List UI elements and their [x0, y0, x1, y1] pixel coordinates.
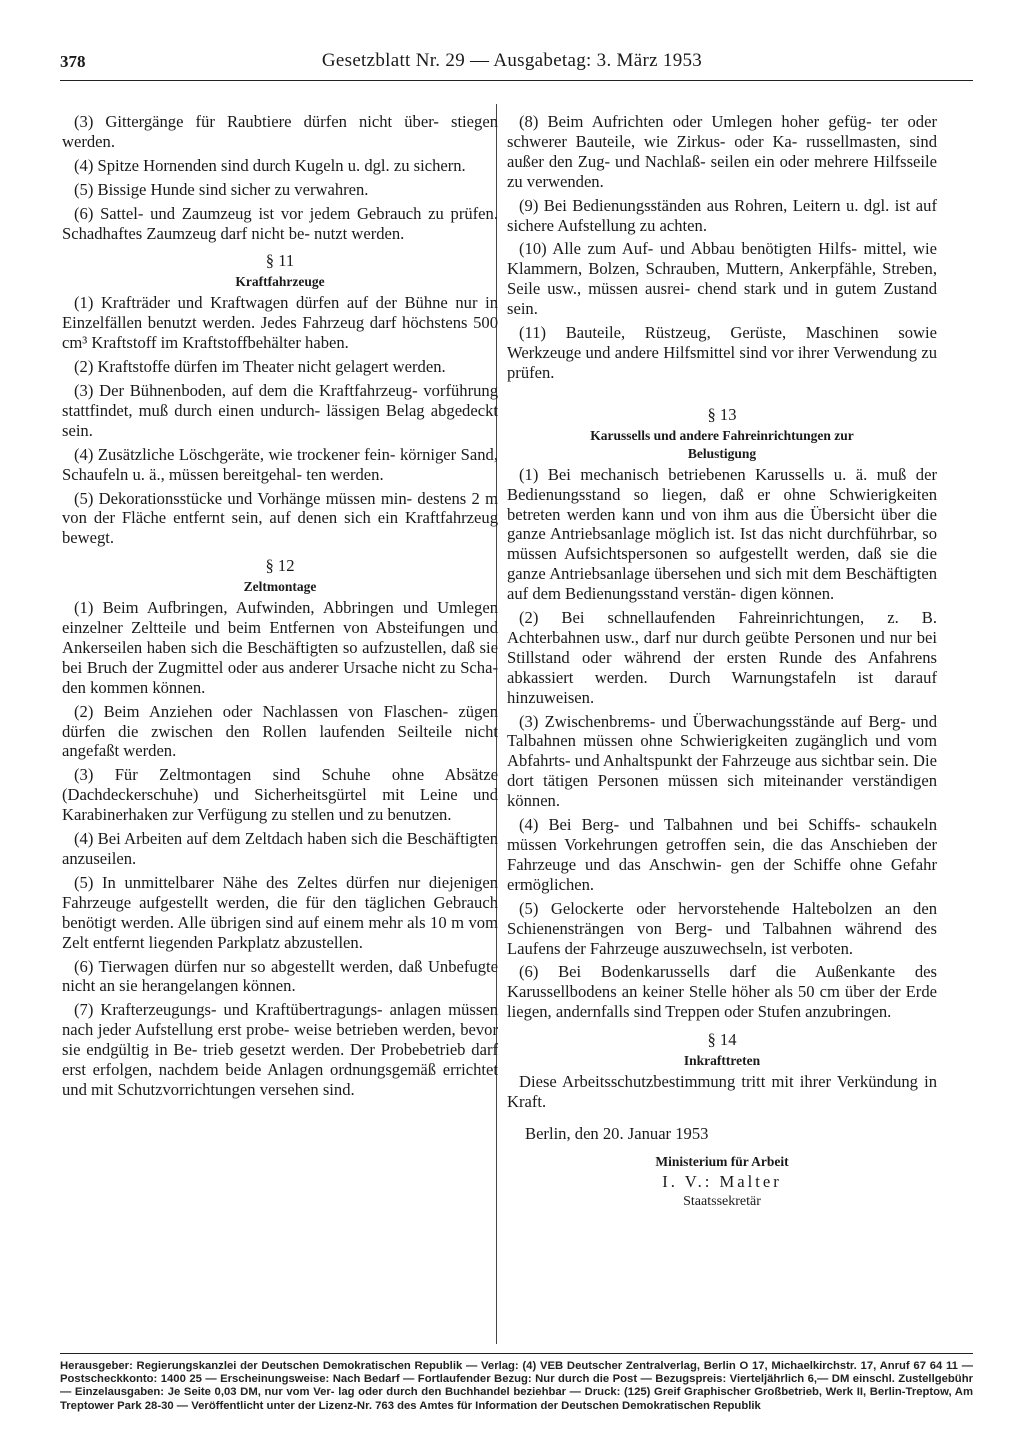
paragraph: (2) Beim Anziehen oder Nachlassen von Flaschen- zügen dürfen die zwischen den Rollen laufenden Seilteile nicht angefaßt werden. [62, 701, 498, 761]
section-number: § 13 [707, 404, 737, 424]
paragraph: (5) Gelockerte oder hervorstehende Haltebolzen an den Schienensträngen von Berg- und Talbahnen während des Laufens der Fahrzeuge auszuwechseln, ist verboten. [507, 898, 937, 958]
right-column [507, 112, 937, 1212]
paragraph: (2) Bei schnellaufenden Fahreinrichtungen, z. B. Achterbahnen usw., darf nur durch geübte Personen und nur bei Stillstand oder während der ersten Runde des Anfahrens abkassiert werden. Durch Warnungstafeln ist darauf hinzuweisen. [507, 608, 937, 707]
paragraph: (3) Für Zeltmontagen sind Schuhe ohne Absätze (Dachdeckerschuhe) und Sicherheitsgürtel mit Leine und Karabinerhaken zur Verfügung zu stellen und zu benutzen. [62, 765, 498, 825]
signature-ministry: Ministerium für Arbeit [655, 1153, 789, 1169]
section-title-continued: Belustigung [687, 445, 757, 461]
paragraph: (7) Krafterzeugungs- und Kraftübertragungs- anlagen müssen nach jeder Aufstellung erst probe- weise betrieben werden, bevor sie endgültig in Be- trieb gesetzt werden. Der Probebetrieb darf erst erfolgen, nachdem beide Anlagen ordnungsgemäß errichtet und mit Schutzvorrichtungen versehen sind. [62, 1000, 498, 1099]
paragraph: (1) Bei mechanisch betriebenen Karussells u. ä. muß der Bedienungsstand so liegen, daß er ohne Schwierigkeiten betreten werden kann und von ihm aus die Übersicht über die ganze Antriebsanlage möglich ist. Ist das nicht durchführbar, so müssen Aufsichtspersonen so aufgestellt werden, daß sie die ganze Antriebsanlage übersehen und sich mit dem Beschäftigten auf dem Bedienungsstand verstän- digen können. [507, 464, 937, 604]
paragraph: (3) Der Bühnenboden, auf dem die Kraftfahrzeug- vorführung stattfindet, muß durch einen undurch- lässigen Belag abgedeckt sein. [62, 380, 498, 440]
paragraph: (5) Bissige Hunde sind sicher zu verwahren. [74, 179, 369, 199]
paragraph: (8) Beim Aufrichten oder Umlegen hoher gefüg- ter oder schwerer Bauteile, wie Zirkus- oder Ka- russellmasten, sind außer den Zug- und Nachlaß- seilen ein oder mehrere Hilfsseile zu verwenden. [507, 112, 937, 191]
footer-imprint: Herausgeber: Regierungskanzlei der Deutschen Demokratischen Republik — Verlag: (4) VEB Deutscher Zentralverlag, Berlin O 17, Michaelkirchstr. 17, Anruf 67 64 11 — Postscheckkonto: 1400 25 — Erscheinungsweise: Nach Bedarf — Fortlaufender Bezug: Nur durch die Post — Bezugspreis: Vierteljährlich 6,— DM einschl. Zustellgebühr — Einzelausgaben: Je Seite 0,03 DM, nur vom Ver- lag oder durch den Buchhandel beziehbar — Druck: (125) Greif Graphischer Großbetrieb, Werk II, Berlin-Treptow, Am Treptower Park 28-30 — Veröffentlicht unter der Lizenz-Nr. 763 des Amtes für Information der Deutschen Demokratischen Republik [60, 1360, 973, 1412]
footer-rule [60, 1353, 973, 1354]
header-rule [60, 80, 973, 81]
paragraph: Diese Arbeitsschutzbestimmung tritt mit ihrer Verkündung in Kraft. [507, 1072, 937, 1111]
section-title: Inkrafttreten [683, 1053, 761, 1069]
running-title: Gesetzblatt Nr. 29 — Ausgabetag: 3. März 1953 [321, 50, 703, 71]
paragraph: (4) Spitze Hornenden sind durch Kugeln u. dgl. zu sichern. [74, 155, 466, 175]
paragraph: (10) Alle zum Auf- und Abbau benötigten Hilfs- mittel, wie Klammern, Bolzen, Schrauben, Muttern, Ankerpfähle, Streben, Seile usw., müssen ausrei- chend stark und in gutem Zustand sein. [507, 239, 937, 319]
left-column [62, 112, 498, 1104]
section-title: Karussells und andere Fahreinrichtungen zur [590, 427, 854, 443]
paragraph: (9) Bei Bedienungsständen aus Rohren, Leitern u. dgl. ist auf sichere Aufstellung zu achten. [507, 195, 937, 235]
section-number: § 12 [265, 556, 295, 576]
paragraph: (2) Kraftstoffe dürfen im Theater nicht gelagert werden. [74, 357, 446, 377]
signature-role: Staatssekretär [683, 1193, 761, 1209]
section-number: § 14 [707, 1030, 737, 1050]
paragraph: (4) Zusätzliche Löschgeräte, wie trockener fein- körniger Sand, Schaufeln u. ä., müssen bereitgehal- ten werden. [62, 444, 498, 484]
paragraph: (11) Bauteile, Rüstzeug, Gerüste, Maschinen sowie Werkzeuge und andere Hilfsmittel sind vor ihrer Verwendung zu prüfen. [507, 323, 937, 382]
paragraph: (3) Gittergänge für Raubtiere dürfen nicht über- stiegen werden. [62, 112, 498, 151]
page-number: 378 [60, 52, 86, 71]
paragraph: (4) Bei Arbeiten auf dem Zeltdach haben sich die Beschäftigten anzuseilen. [62, 829, 498, 868]
paragraph: (6) Tierwagen dürfen nur so abgestellt werden, daß Unbefugte nicht an sie herangelangen können. [62, 956, 498, 996]
paragraph: (1) Beim Aufbringen, Aufwinden, Abbringen und Umlegen einzelner Zeltteile und beim Entfernen von Absteifungen und Ankerseilen haben sich die Beschäftigten so aufzustellen, daß sie bei Bruch der Zugmittel oder aus anderer Ursache nicht zu Scha- den kommen können. [62, 598, 498, 697]
paragraph: (1) Krafträder und Kraftwagen dürfen auf der Bühne nur in Einzelfällen benutzt werden. Jedes Fahrzeug darf höchstens 500 cm³ Kraftstoff im Kraftstoffbehälter haben. [62, 293, 498, 353]
paragraph: (6) Bei Bodenkarussells darf die Außenkante des Karussellbodens an keiner Stelle höher als 50 cm über der Erde liegen, andernfalls sind Treppen oder Stufen anzubringen. [507, 962, 937, 1022]
paragraph: (4) Bei Berg- und Talbahnen und bei Schiffs- schaukeln müssen Vorkehrungen getroffen sein, die das Anschieben der Fahrzeuge und das Anschwin- gen der Schiffe ohne Gefahr ermöglichen. [507, 815, 937, 894]
paragraph: (5) In unmittelbarer Nähe des Zeltes dürfen nur diejenigen Fahrzeuge aufgestellt werden, die für den täglichen Gebrauch benötigt werden. Alle übrigen sind auf einem mehr als 10 m vom Zelt entfernt liegenden Parkplatz abzustellen. [62, 872, 498, 952]
signature-name: I. V.: Malter [662, 1171, 782, 1191]
section-title: Kraftfahrzeuge [235, 274, 325, 290]
paragraph: (3) Zwischenbrems- und Überwachungsstände auf Berg- und Talbahnen müssen ohne Schwierigkeiten zugänglich und vom Abfahrts- und Anhaltspunkt der Fahrzeuge aus sichtbar sein. Die dort tätigen Personen müssen sich miteinander verständigen können. [507, 711, 937, 811]
paragraph: (5) Dekorationsstücke und Vorhänge müssen min- destens 2 m von der Fläche entfernt sein, auf denen sich ein Kraftfahrzeug bewegt. [62, 488, 498, 548]
section-title: Zeltmontage [243, 579, 317, 595]
section-number: § 11 [265, 251, 295, 271]
signature-place-date: Berlin, den 20. Januar 1953 [525, 1123, 709, 1143]
paragraph: (6) Sattel- und Zaumzeug ist vor jedem Gebrauch zu prüfen. Schadhaftes Zaumzeug darf nicht be- nutzt werden. [62, 203, 498, 243]
